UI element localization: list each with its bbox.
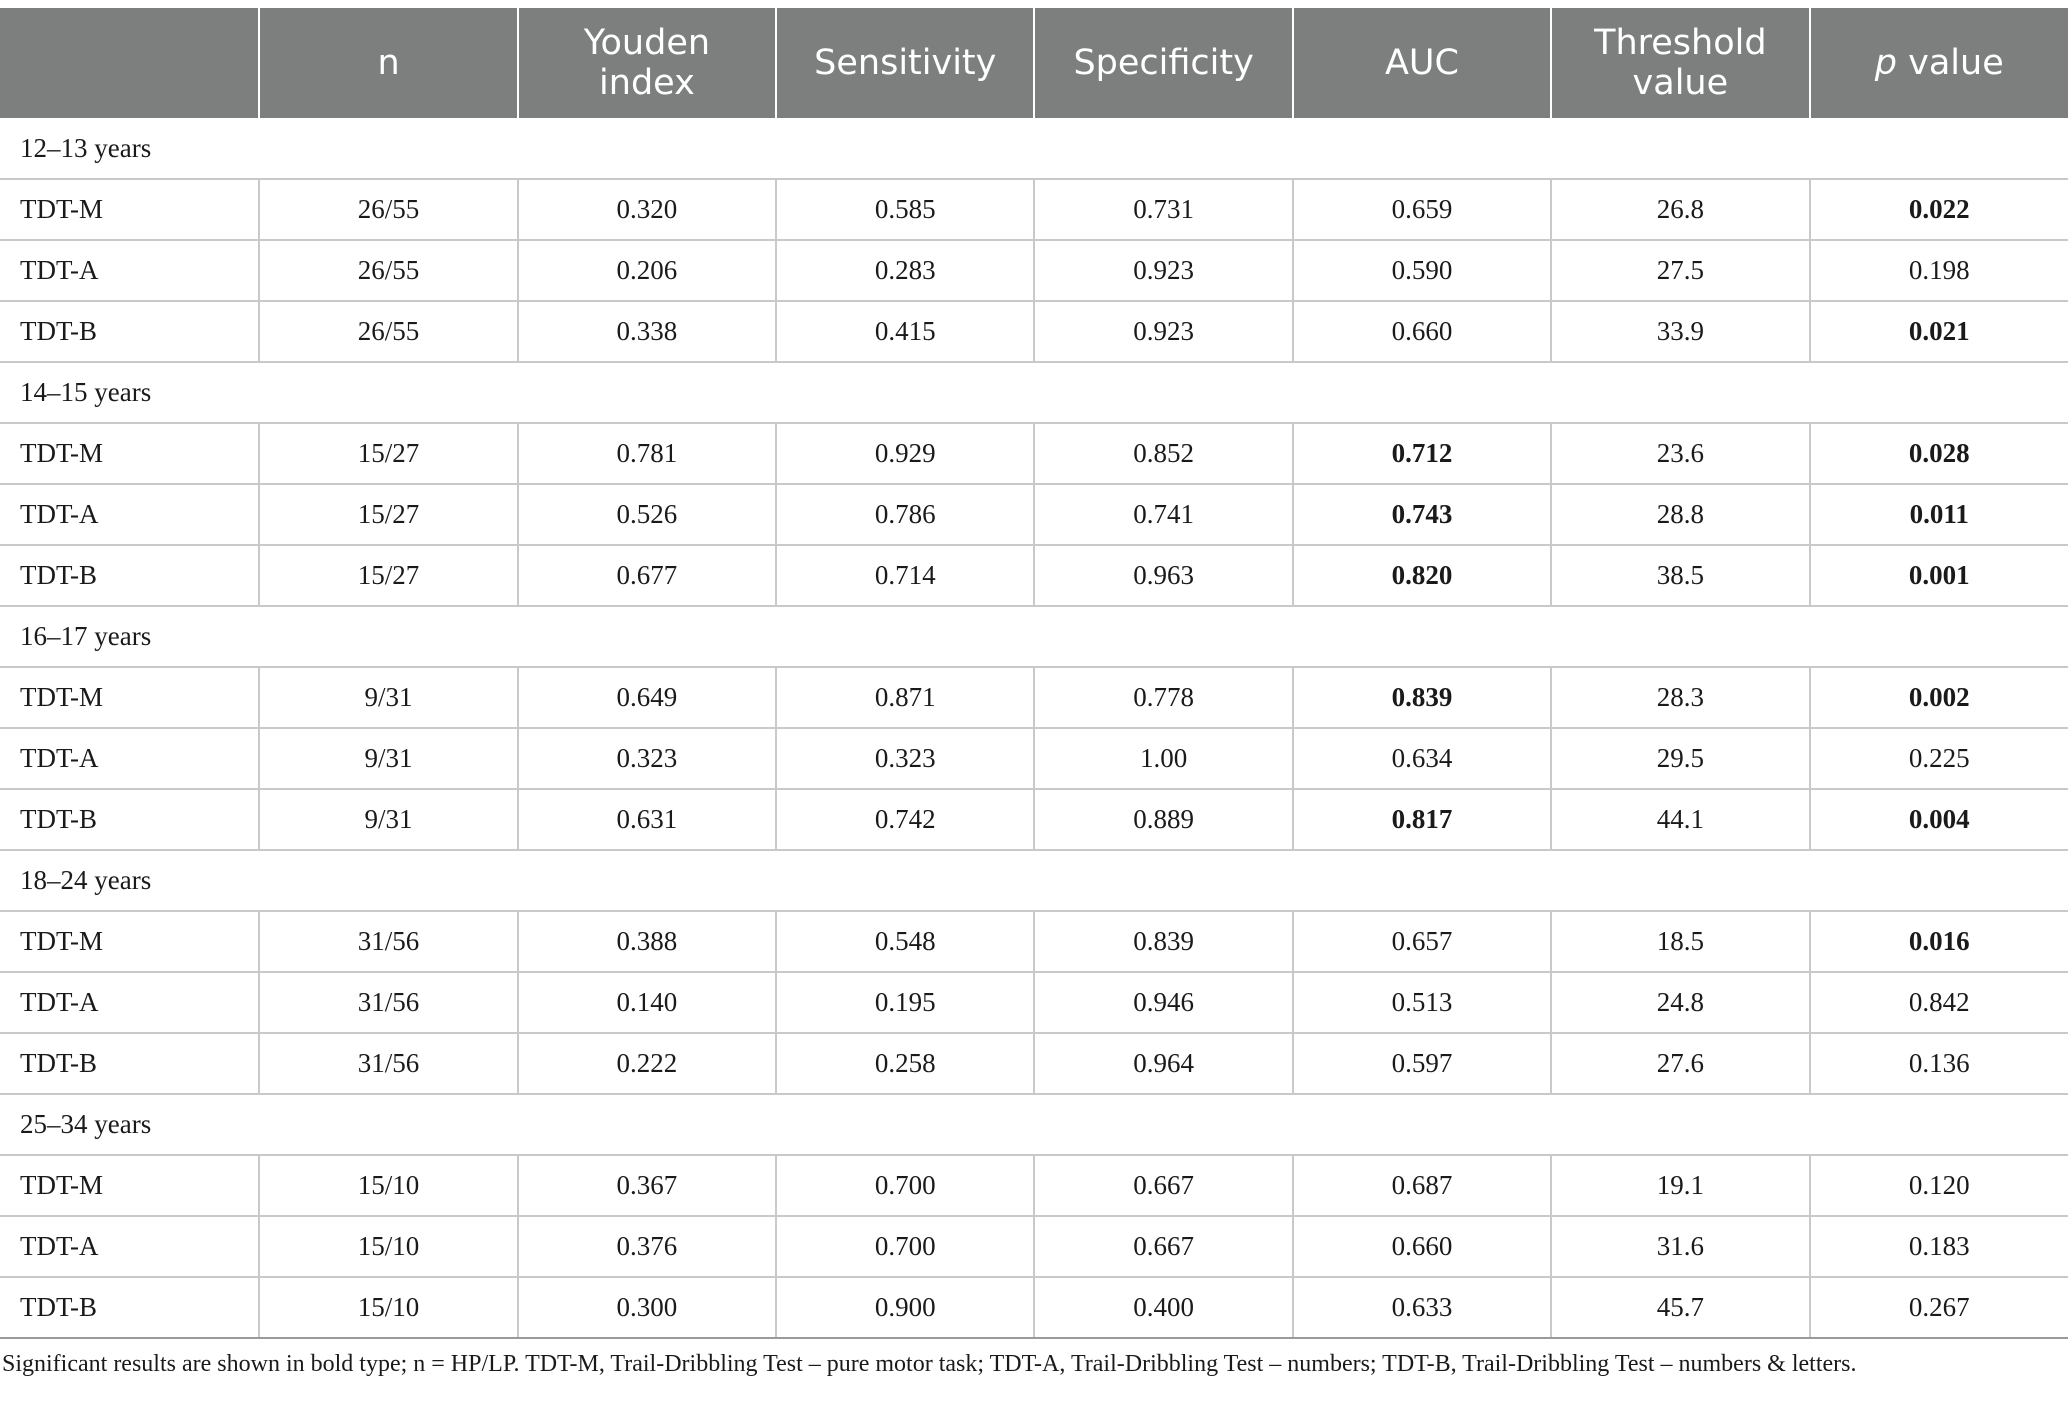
cell-n: 26/55	[259, 240, 517, 301]
cell-test: TDT-M	[0, 911, 259, 972]
cell-n: 15/10	[259, 1277, 517, 1338]
header-label: Specificity	[1073, 43, 1254, 83]
cell-n: 31/56	[259, 972, 517, 1033]
cell-test: TDT-M	[0, 423, 259, 484]
cell-auc: 0.712	[1293, 423, 1551, 484]
table-row	[0, 789, 2068, 850]
cell-p-value: 0.120	[1810, 1155, 2068, 1216]
cell-threshold-value: 28.3	[1551, 667, 1809, 728]
cell-sensitivity: 0.900	[776, 1277, 1034, 1338]
cell-specificity: 0.923	[1034, 240, 1292, 301]
cell-threshold-value: 31.6	[1551, 1216, 1809, 1277]
cell-sensitivity: 0.786	[776, 484, 1034, 545]
cell-test: TDT-A	[0, 1216, 259, 1277]
cell-threshold-value: 19.1	[1551, 1155, 1809, 1216]
cell-auc: 0.660	[1293, 1216, 1551, 1277]
cell-test: TDT-A	[0, 240, 259, 301]
cell-threshold-value: 27.6	[1551, 1033, 1809, 1094]
cell-specificity: 0.839	[1034, 911, 1292, 972]
group-label: 16–17 years	[0, 606, 2068, 667]
table-row	[0, 423, 2068, 484]
table-row	[0, 1277, 2068, 1338]
cell-n: 26/55	[259, 301, 517, 362]
cell-sensitivity: 0.700	[776, 1216, 1034, 1277]
cell-n: 9/31	[259, 789, 517, 850]
cell-sensitivity: 0.323	[776, 728, 1034, 789]
cell-specificity: 0.667	[1034, 1216, 1292, 1277]
cell-auc: 0.597	[1293, 1033, 1551, 1094]
group-label: 25–34 years	[0, 1094, 2068, 1155]
header-label: Threshold	[1594, 23, 1767, 63]
cell-threshold-value: 24.8	[1551, 972, 1809, 1033]
results-table-container	[0, 8, 2068, 1378]
header-auc	[1293, 8, 1551, 118]
header-label: Youden	[583, 23, 711, 63]
group-row	[0, 362, 2068, 423]
cell-p-value: 0.022	[1810, 179, 2068, 240]
table-row	[0, 545, 2068, 606]
header-row	[0, 8, 2068, 118]
table-row	[0, 667, 2068, 728]
cell-n: 9/31	[259, 728, 517, 789]
cell-threshold-value: 28.8	[1551, 484, 1809, 545]
table-row	[0, 911, 2068, 972]
cell-auc: 0.633	[1293, 1277, 1551, 1338]
cell-auc: 0.590	[1293, 240, 1551, 301]
cell-n: 15/27	[259, 423, 517, 484]
cell-sensitivity: 0.742	[776, 789, 1034, 850]
cell-youden-index: 0.300	[518, 1277, 776, 1338]
cell-p-value: 0.225	[1810, 728, 2068, 789]
cell-specificity: 0.946	[1034, 972, 1292, 1033]
cell-threshold-value: 27.5	[1551, 240, 1809, 301]
group-label: 18–24 years	[0, 850, 2068, 911]
cell-n: 31/56	[259, 911, 517, 972]
group-row	[0, 606, 2068, 667]
cell-sensitivity: 0.700	[776, 1155, 1034, 1216]
cell-youden-index: 0.338	[518, 301, 776, 362]
cell-auc: 0.513	[1293, 972, 1551, 1033]
table-row	[0, 301, 2068, 362]
cell-auc: 0.659	[1293, 179, 1551, 240]
cell-test: TDT-B	[0, 545, 259, 606]
cell-sensitivity: 0.258	[776, 1033, 1034, 1094]
table-body	[0, 118, 2068, 1338]
cell-n: 26/55	[259, 179, 517, 240]
header-p-italic: p	[1874, 43, 1897, 83]
cell-p-value: 0.021	[1810, 301, 2068, 362]
cell-test: TDT-B	[0, 1033, 259, 1094]
table-row	[0, 1033, 2068, 1094]
cell-youden-index: 0.323	[518, 728, 776, 789]
cell-specificity: 0.731	[1034, 179, 1292, 240]
cell-sensitivity: 0.929	[776, 423, 1034, 484]
header-p-value	[1810, 8, 2068, 118]
cell-specificity: 0.741	[1034, 484, 1292, 545]
cell-youden-index: 0.388	[518, 911, 776, 972]
cell-n: 9/31	[259, 667, 517, 728]
cell-test: TDT-B	[0, 301, 259, 362]
cell-youden-index: 0.367	[518, 1155, 776, 1216]
results-table	[0, 8, 2068, 1339]
cell-sensitivity: 0.415	[776, 301, 1034, 362]
header-label: AUC	[1384, 43, 1459, 83]
cell-test: TDT-B	[0, 789, 259, 850]
group-row	[0, 118, 2068, 179]
table-row	[0, 484, 2068, 545]
cell-specificity: 0.964	[1034, 1033, 1292, 1094]
table-header	[0, 8, 2068, 118]
cell-test: TDT-A	[0, 728, 259, 789]
cell-p-value: 0.004	[1810, 789, 2068, 850]
cell-specificity: 0.923	[1034, 301, 1292, 362]
cell-p-value: 0.267	[1810, 1277, 2068, 1338]
cell-test: TDT-A	[0, 972, 259, 1033]
cell-sensitivity: 0.871	[776, 667, 1034, 728]
cell-auc: 0.820	[1293, 545, 1551, 606]
header-label: Sensitivity	[814, 43, 997, 83]
table-row	[0, 240, 2068, 301]
cell-threshold-value: 45.7	[1551, 1277, 1809, 1338]
group-label: 14–15 years	[0, 362, 2068, 423]
cell-youden-index: 0.781	[518, 423, 776, 484]
cell-p-value: 0.002	[1810, 667, 2068, 728]
header-n	[259, 8, 517, 118]
cell-auc: 0.660	[1293, 301, 1551, 362]
cell-threshold-value: 26.8	[1551, 179, 1809, 240]
cell-threshold-value: 38.5	[1551, 545, 1809, 606]
cell-threshold-value: 29.5	[1551, 728, 1809, 789]
cell-specificity: 0.778	[1034, 667, 1292, 728]
group-label: 12–13 years	[0, 118, 2068, 179]
table-row	[0, 728, 2068, 789]
cell-test: TDT-M	[0, 667, 259, 728]
cell-p-value: 0.011	[1810, 484, 2068, 545]
cell-youden-index: 0.631	[518, 789, 776, 850]
cell-sensitivity: 0.714	[776, 545, 1034, 606]
cell-sensitivity: 0.283	[776, 240, 1034, 301]
cell-test: TDT-B	[0, 1277, 259, 1338]
header-sublabel: value	[1632, 63, 1729, 103]
cell-auc: 0.687	[1293, 1155, 1551, 1216]
cell-specificity: 0.889	[1034, 789, 1292, 850]
cell-n: 15/27	[259, 484, 517, 545]
cell-n: 15/27	[259, 545, 517, 606]
table-row	[0, 972, 2068, 1033]
cell-youden-index: 0.649	[518, 667, 776, 728]
cell-youden-index: 0.140	[518, 972, 776, 1033]
cell-test: TDT-M	[0, 1155, 259, 1216]
cell-p-value: 0.136	[1810, 1033, 2068, 1094]
cell-n: 31/56	[259, 1033, 517, 1094]
header-label: n	[377, 43, 400, 83]
cell-youden-index: 0.677	[518, 545, 776, 606]
cell-test: TDT-A	[0, 484, 259, 545]
table-row	[0, 179, 2068, 240]
header-sublabel: index	[599, 63, 695, 103]
group-row	[0, 1094, 2068, 1155]
cell-youden-index: 0.320	[518, 179, 776, 240]
cell-p-value: 0.016	[1810, 911, 2068, 972]
cell-specificity: 0.667	[1034, 1155, 1292, 1216]
cell-p-value: 0.028	[1810, 423, 2068, 484]
table-row	[0, 1216, 2068, 1277]
cell-n: 15/10	[259, 1155, 517, 1216]
header-label: value	[1897, 43, 2004, 83]
cell-youden-index: 0.222	[518, 1033, 776, 1094]
cell-sensitivity: 0.585	[776, 179, 1034, 240]
header-blank	[0, 8, 259, 118]
cell-auc: 0.743	[1293, 484, 1551, 545]
header-specificity	[1034, 8, 1292, 118]
cell-threshold-value: 18.5	[1551, 911, 1809, 972]
cell-specificity: 0.963	[1034, 545, 1292, 606]
cell-test: TDT-M	[0, 179, 259, 240]
table-row	[0, 1155, 2068, 1216]
cell-sensitivity: 0.195	[776, 972, 1034, 1033]
cell-threshold-value: 33.9	[1551, 301, 1809, 362]
cell-auc: 0.817	[1293, 789, 1551, 850]
cell-auc: 0.657	[1293, 911, 1551, 972]
cell-auc: 0.839	[1293, 667, 1551, 728]
cell-p-value: 0.198	[1810, 240, 2068, 301]
header-threshold-value	[1551, 8, 1809, 118]
cell-sensitivity: 0.548	[776, 911, 1034, 972]
cell-youden-index: 0.206	[518, 240, 776, 301]
cell-p-value: 0.842	[1810, 972, 2068, 1033]
cell-n: 15/10	[259, 1216, 517, 1277]
cell-youden-index: 0.376	[518, 1216, 776, 1277]
group-row	[0, 850, 2068, 911]
cell-specificity: 0.400	[1034, 1277, 1292, 1338]
table-footnote: Significant results are shown in bold type; n = HP/LP. TDT-M, Trail-Dribbling Test – pure motor task; TDT-A, Trail-Dribbling Test – numbers; TDT-B, Trail-Dribbling Test – numbers & letters.	[2, 1351, 1857, 1377]
cell-specificity: 0.852	[1034, 423, 1292, 484]
header-sensitivity	[776, 8, 1034, 118]
cell-specificity: 1.00	[1034, 728, 1292, 789]
cell-threshold-value: 44.1	[1551, 789, 1809, 850]
cell-youden-index: 0.526	[518, 484, 776, 545]
cell-auc: 0.634	[1293, 728, 1551, 789]
cell-threshold-value: 23.6	[1551, 423, 1809, 484]
cell-p-value: 0.183	[1810, 1216, 2068, 1277]
header-youden-index	[518, 8, 776, 118]
cell-p-value: 0.001	[1810, 545, 2068, 606]
